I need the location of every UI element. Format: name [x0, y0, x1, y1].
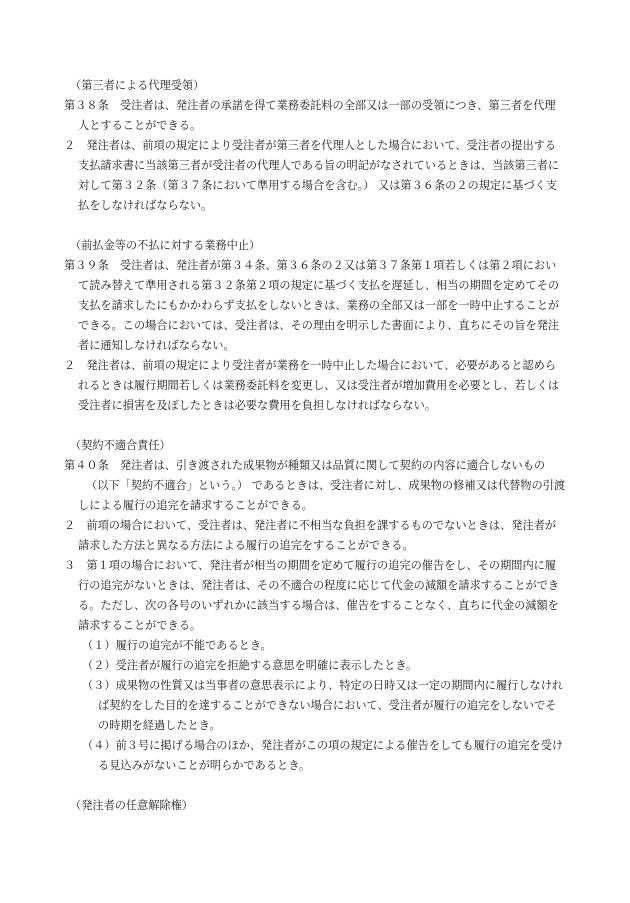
paragraph-text: 払をしなければならない。 — [78, 199, 213, 212]
section-heading: （第三者による代理受領） — [70, 79, 205, 92]
list-item: ば契約をした目的を達することができない場合において、受注者が履行の追完をしないでそ — [98, 699, 557, 712]
paragraph-text: 請求することができる。 — [78, 619, 202, 632]
paragraph-text: る。ただし、次の各号のいずれかに該当する場合は、催告をすることなく、直ちに代金の減額を — [78, 599, 559, 612]
paragraph-text: れるときは履行期間若しくは業務委託料を変更し、又は受注者が増加費用を必要とし、若しくは — [78, 379, 560, 392]
article-text: （以下「契約不適合」という。） であるときは、受注者に対し、成果物の修補又は代替物の引渡 — [86, 479, 566, 492]
list-item: る見込みがないことが明らかであるとき。 — [98, 759, 311, 772]
list-item: （３）成果物の性質又は当事者の意思表示により、特定の日時又は一定の期間内に履行しなけれ — [82, 679, 564, 692]
list-item: （４）前３号に掲げる場合のほか、発注者がこの項の規定による催告をしても履行の追完を受け — [82, 739, 564, 752]
list-item: （１）履行の追完が不能であるとき。 — [82, 639, 272, 652]
article-text: できる。この場合においては、受注者は、その理由を明示した書面により、直ちにその旨を発注 — [78, 319, 560, 332]
paragraph-text: 請求した方法と異なる方法による履行の追完をすることができる。 — [78, 539, 414, 552]
list-item: （２）受注者が履行の追完を拒絶する意思を明確に表示したとき。 — [82, 659, 418, 672]
section-heading: （契約不適合責任） — [70, 439, 171, 452]
section-heading: （前払金等の不払に対する業務中止） — [70, 239, 261, 252]
paragraph-text: 支払請求書に当該第三者が受注者の代理人である旨の明記がなされているときは、当該第三者に — [78, 159, 560, 172]
paragraph-text: ２ 発注者は、前項の規定により受注者が第三者を代理人とした場合において、受注者の提出する — [64, 139, 557, 152]
list-item: の時期を経過したとき。 — [98, 719, 221, 732]
paragraph-text: 受注者に損害を及ぼしたときは必要な費用を負担しなければならない。 — [78, 399, 437, 412]
paragraph-text: ２ 発注者は、前項の規定により受注者が業務を一時中止した場合において、必要があると認めら — [64, 359, 557, 372]
article-text: 第４０条 発注者は、引き渡された成果物が種類又は品質に関して契約の内容に適合しないもの — [64, 459, 546, 472]
article-text: 者に通知しなければならない。 — [78, 339, 235, 352]
paragraph-text: 行の追完がないときは、発注者は、その不適合の程度に応じて代金の減額を請求することができ — [78, 579, 560, 592]
article-text: 人とすることができる。 — [78, 119, 202, 132]
paragraph-text: 対して第３２条（第３７条において準用する場合を含む。） 又は第３６条の２の規定に基づく支 — [78, 179, 558, 192]
article-text: 支払を請求したにもかかわらず支払をしないときは、業務の全部又は一部を一時中止することが — [78, 299, 560, 312]
article-text: 第３９条 受注者は、発注者が第３４条、第３６条の２又は第３７条第１項若しくは第２項におい — [64, 259, 557, 272]
article-text: 第３８条 受注者は、発注者の承諾を得て業務委託料の全部又は一部の受領につき、第三者を代理 — [64, 99, 556, 112]
paragraph-text: ２ 前項の場合において、受注者は、発注者に不相当な負担を課するものでないときは、発注者が — [64, 519, 557, 532]
article-text: て読み替えて準用される第３２条第２項の規定に基づく支払を遅延し、相当の期間を定めてその — [78, 279, 560, 292]
paragraph-text: ３ 第１項の場合において、発注者が相当の期間を定めて履行の追完の催告をし、その期間内に履 — [64, 559, 557, 572]
section-heading: （発注者の任意解除権） — [70, 799, 194, 812]
article-text: しによる履行の追完を請求することができる。 — [78, 499, 313, 512]
